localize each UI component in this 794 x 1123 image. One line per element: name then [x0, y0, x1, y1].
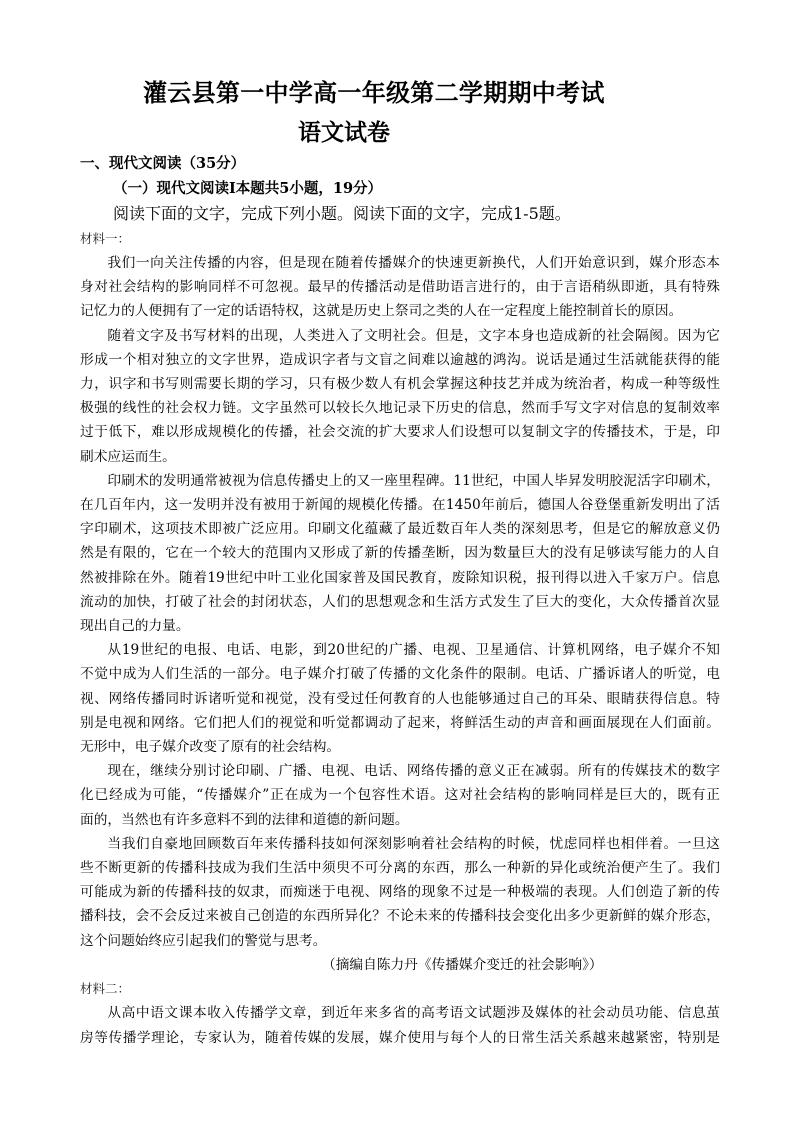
text-line: 印刷术的发明通常被视为信息传播史上的又一座里程碑。11世纪，中国人毕昇发明胶泥活字印刷术，	[107, 472, 720, 489]
exam-title: 灌云县第一中学高一年级第二学期期中考试	[143, 78, 605, 107]
material-two-body	[80, 1001, 720, 1049]
text-line: 然被排除在外。随着19世纪中叶工业化国家普及国民教育，废除知识税，报刊得以进入千家万户。信息	[80, 569, 720, 586]
paragraph	[80, 324, 720, 469]
text-line: 流动的加快，打破了社会的封闭状态，人们的思想观念和生活方式发生了巨大的变化，大众传播首次显	[80, 593, 720, 610]
text-line: 当我们自豪地回顾数百年来传播科技如何深刻影响着社会结构的时候，忧虑同样也相伴着。一旦这	[107, 835, 720, 852]
text-line: 极强的线性的社会权力链。文字虽然可以较长久地记录下历史的信息，然而手写文字对信息的复制效率	[80, 400, 720, 417]
text-line: 字印刷术，这项技术即被广泛应用。印刷文化蕴藏了最近数百年人类的深刻思考，但是它的解放意义仍	[80, 521, 720, 538]
paragraph	[80, 1001, 720, 1049]
text-line: 力，识字和书写则需要长期的学习，只有极少数人有机会掌握这种技艺并成为统治者，构成一种等级性	[80, 376, 720, 393]
exam-subtitle: 语文试卷	[298, 119, 390, 146]
text-line: 从19世纪的电报、电话、电影，到20世纪的广播、电视、卫星通信、计算机网络，电子媒介不知	[107, 642, 720, 659]
paragraph	[80, 832, 720, 953]
paragraph	[80, 469, 720, 638]
text-line: 随着文字及书写材料的出现，人类进入了文明社会。但是，文字本身也造成新的社会隔阂。因为它	[107, 327, 720, 344]
text-line: 记忆力的人便拥有了一定的话语特权，这就是历史上祭司之类的人在一定程度上能控制首长的原因。	[80, 303, 683, 320]
text-line: 视、网络传播同时诉诸听觉和视觉，没有受过任何教育的人也能够通过自己的耳朵、眼睛获得信息。特	[80, 690, 720, 707]
text-line: 可能成为新的传播科技的奴隶，而痴迷于电视、网络的现象不过是一种极端的表现。人们创造了新的传	[80, 884, 720, 901]
material-two-label: 材料二：	[80, 981, 131, 997]
material-one-label: 材料一：	[80, 231, 131, 246]
text-line: 从高中语文课本收入传播学文章，到近年来多省的高考语文试题涉及媒体的社会动员功能、信息茧	[107, 1005, 720, 1022]
text-line: 形成一个相对独立的文字世界，造成识字者与文盲之间难以逾越的鸿沟。说话是通过生活就能获得的能	[80, 351, 720, 368]
text-line: 现出自己的力量。	[80, 618, 190, 635]
text-line: 房等传播学理论，专家认为，随着传媒的发展，媒介使用与每个人的日常生活关系越来越紧密，特别是	[80, 1029, 720, 1046]
exam-content	[80, 151, 720, 1050]
text-line: 无形中，电子媒介改变了原有的社会结构。	[80, 739, 341, 756]
text-line: 些不断更新的传播科技成为我们生活中须臾不可分离的东西，那么一种新的异化或统治便产生了。我们	[80, 860, 720, 877]
text-line: 然是有限的，它在一个较大的范围内又形成了新的传播垄断，因为数量巨大的没有足够读写能力的人自	[80, 545, 720, 562]
reading-instruction: 阅读下面的文字，完成下列小题。阅读下面的文字，完成1-5题。	[113, 204, 571, 223]
text-line: 别是电视和网络。它们把人们的视觉和听觉都调动了起来，将鲜活生动的声音和画面展现在人们面前。	[80, 714, 720, 731]
text-line: 身对社会结构的影响同样不可忽视。最早的传播活动是借助语言进行的，由于言语稍纵即逝，具有特殊	[80, 279, 720, 296]
text-line: 播科技，会不会反过来被自己创造的东西所异化？不论未来的传播科技会变化出多少更新鲜的媒介形态，	[80, 908, 720, 925]
paragraph	[80, 251, 720, 324]
paragraph	[80, 759, 720, 832]
text-line: 现在，继续分别讨论印刷、广播、电视、电话、网络传播的意义正在减弱。所有的传媒技术的数字	[107, 763, 720, 780]
text-line: 面的，当然也有许多意料不到的法律和道德的新问题。	[80, 811, 409, 828]
text-line: 我们一向关注传播的内容，但是现在随着传播媒介的快速更新换代，人们开始意识到，媒介形态本	[107, 255, 720, 271]
section-subheading: （一）现代文阅读Ⅰ本题共5小题，19分）	[113, 180, 383, 197]
material-one-body	[80, 251, 720, 953]
text-line: 刷术应运而生。	[80, 448, 176, 465]
text-line: 化已经成为可能，“传播媒介”正在成为一个包容性术语。这对社会结构的影响同样是巨大的，既有正	[80, 787, 720, 804]
text-line: 不觉中成为人们生活的一部分。电子媒介打破了传播的文化条件的限制。电话、广播诉诸人的听觉，电	[80, 666, 720, 683]
text-line: 过于低下，难以形成规模化的传播，社会交流的扩大要求人们设想可以复制文字的传播技术，于是，印	[80, 424, 720, 441]
paragraph	[80, 638, 720, 759]
text-line: 这个问题始终应引起我们的警觉与思考。	[80, 932, 327, 949]
text-line: 在几百年内，这一发明并没有被用于新闻的规模化传播。在1450年前后，德国人谷登堡重新发明出了活	[80, 497, 720, 514]
section-heading: 一、现代文阅读（35分）	[80, 155, 246, 172]
material-one-source: （摘编自陈力丹《传播媒介变迁的社会影响》）	[322, 956, 603, 973]
